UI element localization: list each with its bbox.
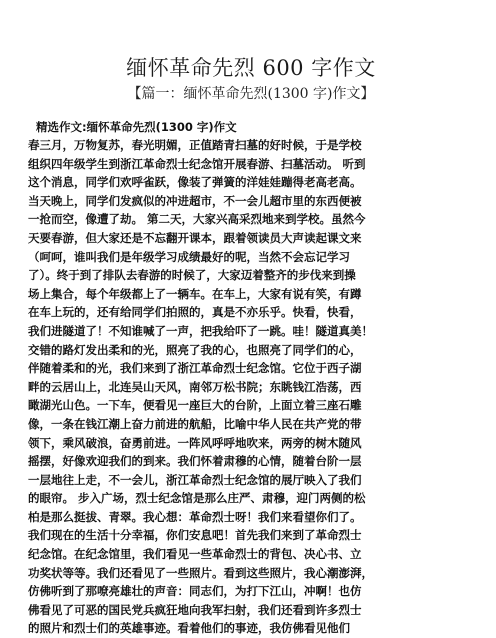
body-line: 交错的路灯发出柔和的光，照亮了我的心，也照亮了同学们的心，	[28, 342, 362, 357]
body-line: 这个消息，同学们欢呼雀跃，像装了弹簧的洋娃娃蹦得老高老高。	[28, 175, 362, 190]
body-line: （呵呵，谁叫我们是年级学习成绩最好的呢，当然不会忘记学习	[28, 249, 350, 264]
body-line: 伴随着柔和的光，我们来到了浙江革命烈士纪念馆。它位于西子湖	[28, 361, 362, 376]
document-subtitle: 【篇一：缅怀革命先烈(1300 字)作文】	[127, 86, 375, 102]
document-body	[28, 118, 474, 638]
body-line: 领下，乘风破浪，奋勇前进。一阵风呼呼地吹来，两旁的树木随风	[28, 435, 362, 450]
body-line: 像，一条在钱江潮上奋力前进的航船，比喻中华人民在共产党的带	[28, 416, 362, 431]
body-line: 当天晚上，同学们发疯似的冲进超市，不一会儿超市里的东西便被	[28, 193, 362, 208]
body-text	[28, 136, 474, 638]
body-line: 柏是那么挺拔、青翠。我心想：革命烈士呀！我们来看望你们了。	[28, 509, 362, 524]
document-title: 缅怀革命先烈 600 字作文	[126, 56, 376, 80]
body-line: 一抢而空，像遭了劫。 第二天，大家兴高采烈地来到学校。虽然今	[28, 212, 366, 227]
body-line: 佛看见了可恶的国民党兵疯狂地向我军扫射，我们还看到许多烈士	[28, 602, 362, 617]
body-line: 的眼帘。 步入广场，烈士纪念馆是那么庄严、肃穆，迎门两侧的松	[28, 491, 366, 506]
body-line: 功奖状等等。我们还看见了一些照片。看到这些照片，我心潮澎湃，	[28, 565, 373, 580]
body-line: 的照片和烈士们的英雄事迹。看着他们的事迹，我仿佛看见他们	[28, 621, 350, 636]
body-line: 春三月，万物复苏，春光明媚，正值踏青扫墓的好时候，于是学校	[28, 138, 362, 152]
body-line: 畔的云居山上，北连吴山天风，南邻万松书院；东眺钱江浩荡，西	[28, 379, 362, 394]
body-line: 组织四年级学生到浙江革命烈士纪念馆开展春游、扫墓活动。 听到	[28, 156, 366, 171]
body-line: 瞰湖光山色。一下车，便看见一座巨大的台阶，上面立着三座石雕	[28, 398, 362, 413]
body-line: 我们进隧道了！不知谁喊了一声，把我给吓了一跳。哇！隧道真美！	[28, 323, 373, 338]
body-line: 一层地往上走，不一会儿，浙江革命烈士纪念馆的展厅映入了我们	[28, 472, 362, 487]
body-line: 场上集合，每个年级都上了一辆车。在车上，大家有说有笑，有蹲	[28, 286, 362, 301]
body-line: 了）。终于到了排队去春游的时候了，大家迈着整齐的步伐来到操	[28, 268, 356, 283]
body-line: 在车上玩的，还有给同学们拍照的，真是不亦乐乎。快看，快看，	[28, 305, 362, 320]
body-line: 天要春游，但大家还是不忘翻开课本，跟着领读员大声读起课文来	[28, 230, 362, 245]
body-line: 摇摆，好像欢迎我们的到来。我们怀着肃穆的心情，随着台阶一层	[28, 454, 362, 469]
body-line: 仿佛听到了那嘹亮雄壮的声音：同志们，为打下江山，冲啊！也仿	[28, 584, 362, 599]
body-line: 我们现在的生活十分幸福，你们安息吧！首先我们来到了革命烈士	[28, 528, 362, 543]
body-line: 纪念馆。在纪念馆里，我们看见一些革命烈士的背包、决心书、立	[28, 547, 362, 562]
section-heading: 精选作文:缅怀革命先烈(1300 字)作文	[36, 120, 237, 134]
